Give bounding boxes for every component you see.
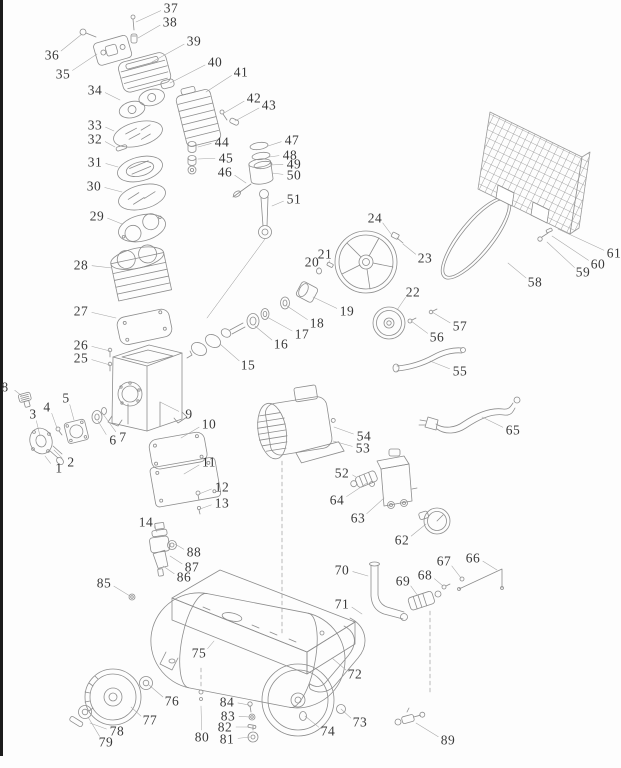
part-label-16: 16 [273,336,289,352]
leader-line-42 [224,101,244,113]
part-label-40: 40 [207,54,223,70]
leader-line-43 [235,108,259,121]
part-30-valve-plate [116,180,168,215]
part-5-gasket [64,419,89,444]
part-label-61: 61 [606,245,621,261]
part-38-stud [131,34,137,43]
leader-line-46 [235,175,246,183]
part-label-57: 57 [452,318,468,334]
leader-line-80 [201,706,202,730]
leader-line-56 [411,321,428,333]
leader-line-7 [103,414,116,432]
leader-line-23 [403,244,416,254]
leader-line-55 [430,361,450,369]
part-number-labels [1,1,621,750]
part-64-fitting [370,482,375,487]
part-label-28: 28 [73,257,89,273]
leader-line-16 [255,326,272,340]
part-68-nut [442,584,450,589]
part-label-76: 76 [164,693,180,709]
leader-line-34 [105,93,120,100]
part-23-axle-bolt [391,232,403,243]
part-label-34: 34 [87,82,103,98]
part-label-78: 78 [109,723,125,739]
leader-line-72 [332,658,346,670]
leader-line-40 [170,65,205,83]
part-85-bolt [129,594,135,600]
leader-line-83 [239,716,250,717]
part-label-82: 82 [217,719,233,735]
leader-line-19 [313,297,337,308]
part-label-69: 69 [395,573,411,589]
part-label-84: 84 [219,694,235,710]
part-69-outlet-fitting [401,591,442,621]
part-label-2: 2 [67,454,75,470]
part-label-12: 12 [214,479,230,495]
part-63-pressure-switch [377,449,417,509]
part-label-43: 43 [261,97,277,113]
leader-line-17 [267,317,292,331]
part-label-54: 54 [356,428,372,444]
part-label-24: 24 [367,210,383,226]
part-label-45: 45 [218,150,234,166]
part-26-screw [108,348,112,357]
leader-line-86 [163,566,174,574]
part-89-drain-valve [395,708,426,725]
part-label-58: 58 [527,274,543,290]
part-25-screw [108,362,112,371]
leader-line-60 [552,236,589,260]
part-label-9: 9 [185,406,193,422]
part-label-66: 66 [465,550,481,566]
part-label-32: 32 [87,131,103,147]
leader-line-18 [287,306,307,320]
part-39-air-filter [117,51,172,94]
part-label-55: 55 [452,363,468,379]
part-label-44: 44 [214,134,230,150]
part-label-20: 20 [304,254,320,270]
part-label-83: 83 [220,708,236,724]
part-56-57-set-screws [408,309,437,323]
part-62-pressure-gauge [418,508,450,534]
leader-line-29 [107,218,122,224]
leader-line-69 [411,586,418,596]
part-81-84-fastener-stack [248,702,258,742]
part-label-59: 59 [575,264,591,280]
part-label-56: 56 [429,329,445,345]
leader-line-11 [184,465,199,474]
part-label-5: 5 [62,390,70,406]
leader-line-50 [272,173,283,174]
part-label-72: 72 [347,666,363,682]
part-label-7: 7 [119,429,127,445]
part-43-plug [229,117,239,125]
leader-line-54 [334,427,353,434]
part-36-bolt [80,29,96,37]
part-31-valve-plate [115,152,165,186]
part-label-65: 65 [505,422,521,438]
part-label-21: 21 [317,246,333,262]
part-label-18: 18 [309,315,325,331]
leader-line-2 [54,450,62,458]
leader-line-62 [411,524,426,536]
part-label-70: 70 [334,562,350,578]
part-34-head-gasket [116,87,168,121]
part-label-64: 64 [329,492,345,508]
part-label-22: 22 [405,284,421,300]
leader-line-51 [272,201,284,206]
leader-line-74 [305,716,319,727]
part-label-14: 14 [138,514,154,530]
part-label-67: 67 [436,553,452,569]
part-27-base-gasket [116,308,174,346]
part-label-35: 35 [55,66,71,82]
leader-line-79 [88,717,100,736]
leader-line-70 [353,572,368,576]
part-18-seal [281,297,290,309]
leader-lines [15,11,604,739]
part-label-27: 27 [73,303,89,319]
part-52-check-valve [349,470,378,490]
part-label-53: 53 [355,440,371,456]
part-label-6: 6 [109,432,117,448]
leader-line-37 [136,11,161,22]
part-15-crankshaft [187,323,245,358]
part-label-37: 37 [163,0,179,16]
part-42-screw [220,110,227,120]
part-label-51: 51 [286,191,302,207]
part-label-74: 74 [320,723,336,739]
part-label-13: 13 [214,495,230,511]
part-label-81: 81 [219,731,235,747]
leader-line-65 [482,417,503,427]
part-21-key [327,262,334,268]
part-label-1: 1 [55,460,63,476]
part-label-36: 36 [44,47,60,63]
leader-line-31 [106,163,118,167]
part-44-45-46-valve-stack [188,142,196,175]
leader-line-84 [238,703,249,705]
part-53-54-motor [252,382,345,469]
part-label-49: 49 [286,156,302,172]
leader-line-4 [52,413,57,428]
part-14-regulator [149,522,176,576]
leader-line-52 [353,475,356,477]
leader-line-1 [45,456,51,463]
part-13-screw [197,506,200,514]
leader-line-32 [105,142,115,147]
leader-line-12 [199,489,211,494]
part-28-cylinder [109,242,172,301]
part-label-60: 60 [590,256,606,272]
part-label-10: 10 [201,416,217,432]
leader-line-67 [452,566,461,578]
leader-line-66 [483,561,497,570]
part-label-47: 47 [284,132,300,148]
leader-line-57 [432,312,450,323]
part-label-63: 63 [350,510,366,526]
leader-line-87 [170,556,182,564]
part-label-33: 33 [87,117,103,133]
part-74-cap [300,712,307,721]
leader-line-36 [61,34,82,51]
part-label-42: 42 [246,90,262,106]
part-24-flywheel [335,231,397,293]
part-12-screw [196,491,200,500]
leader-line-15 [220,344,239,361]
part-label-79: 79 [98,734,114,750]
part-9-crankcase [108,345,187,431]
leader-line-5 [70,405,74,420]
leader-line-71 [352,607,362,614]
part-label-68: 68 [417,567,433,583]
part-label-38: 38 [162,14,178,30]
part-label-15: 15 [240,357,256,373]
leader-line-53 [333,441,352,446]
part-17-washer [261,309,269,320]
part-label-19: 19 [339,303,355,319]
leader-line-35 [72,54,97,70]
leader-line-77 [131,707,141,716]
leader-line-75 [208,641,214,649]
part-label-30: 30 [86,178,102,194]
part-label-4: 4 [43,399,51,415]
leader-line-49 [271,164,283,165]
leader-line-45 [198,158,215,159]
part-label-48: 48 [282,147,298,163]
part-label-46: 46 [217,164,233,180]
part-label-73: 73 [352,714,368,730]
part-label-88: 88 [186,544,202,560]
part-32-reed [116,144,128,151]
leader-line-61 [558,229,604,250]
part-80-stud [199,690,203,701]
leader-line-6 [98,421,106,435]
part-59-61-belt-guard [478,112,590,241]
leader-line-13 [200,505,211,509]
part-label-23: 23 [417,250,433,266]
part-70-71-discharge-pipe [370,562,405,619]
part-22-pulley [373,307,405,339]
leader-line-9 [160,402,179,411]
part-19-hub [295,281,318,304]
part-label-75: 75 [191,645,207,661]
part-37-screw [131,15,135,30]
leader-line-63 [367,498,384,514]
part-16-bearing [247,314,259,329]
part-label-80: 80 [194,729,210,745]
leader-line-25 [92,360,110,365]
part-label-11: 11 [202,454,216,470]
leader-line-22 [397,297,406,310]
part-label-41: 41 [233,64,249,80]
part-label-17: 17 [294,326,310,342]
leader-line-58 [508,263,526,278]
part-29-gasket [116,210,169,247]
leader-line-28 [92,266,112,268]
part-label-71: 71 [334,596,350,612]
leader-line-89 [416,723,438,737]
part-label-62: 62 [394,532,410,548]
leader-line-38 [138,25,160,38]
part-46-wrist-pin [232,184,251,198]
part-label-87: 87 [184,559,200,575]
part-label-3: 3 [29,406,37,422]
leader-line-68 [434,579,443,586]
part-10-gasket [148,431,208,470]
leader-line-30 [105,187,122,192]
leader-line-26 [92,346,110,351]
part-label-86: 86 [176,569,192,585]
leader-line-48 [269,156,279,157]
leader-line-76 [149,685,163,697]
leader-line-85 [114,586,130,596]
part-label-8: 8 [1,379,9,395]
part-76-washer [140,677,153,690]
part-label-89: 89 [440,732,456,748]
part-label-29: 29 [89,208,105,224]
part-label-77: 77 [142,712,158,728]
part-label-25: 25 [73,350,89,366]
leader-line-47 [268,142,281,146]
part-77-front-wheel [85,669,141,725]
part-label-39: 39 [186,33,202,49]
part-51-connecting-rod [207,190,272,319]
part-label-26: 26 [73,337,89,353]
leader-line-24 [383,223,391,234]
part-66-unloader-tube [458,569,504,591]
leader-line-33 [105,127,114,131]
part-label-31: 31 [87,154,103,170]
leader-line-27 [92,312,116,318]
part-label-52: 52 [334,465,350,481]
leader-line-59 [547,242,575,268]
leader-line-41 [206,75,231,92]
part-label-50: 50 [286,167,302,183]
tank-foot-bracket [160,652,178,670]
part-label-85: 85 [96,575,112,591]
